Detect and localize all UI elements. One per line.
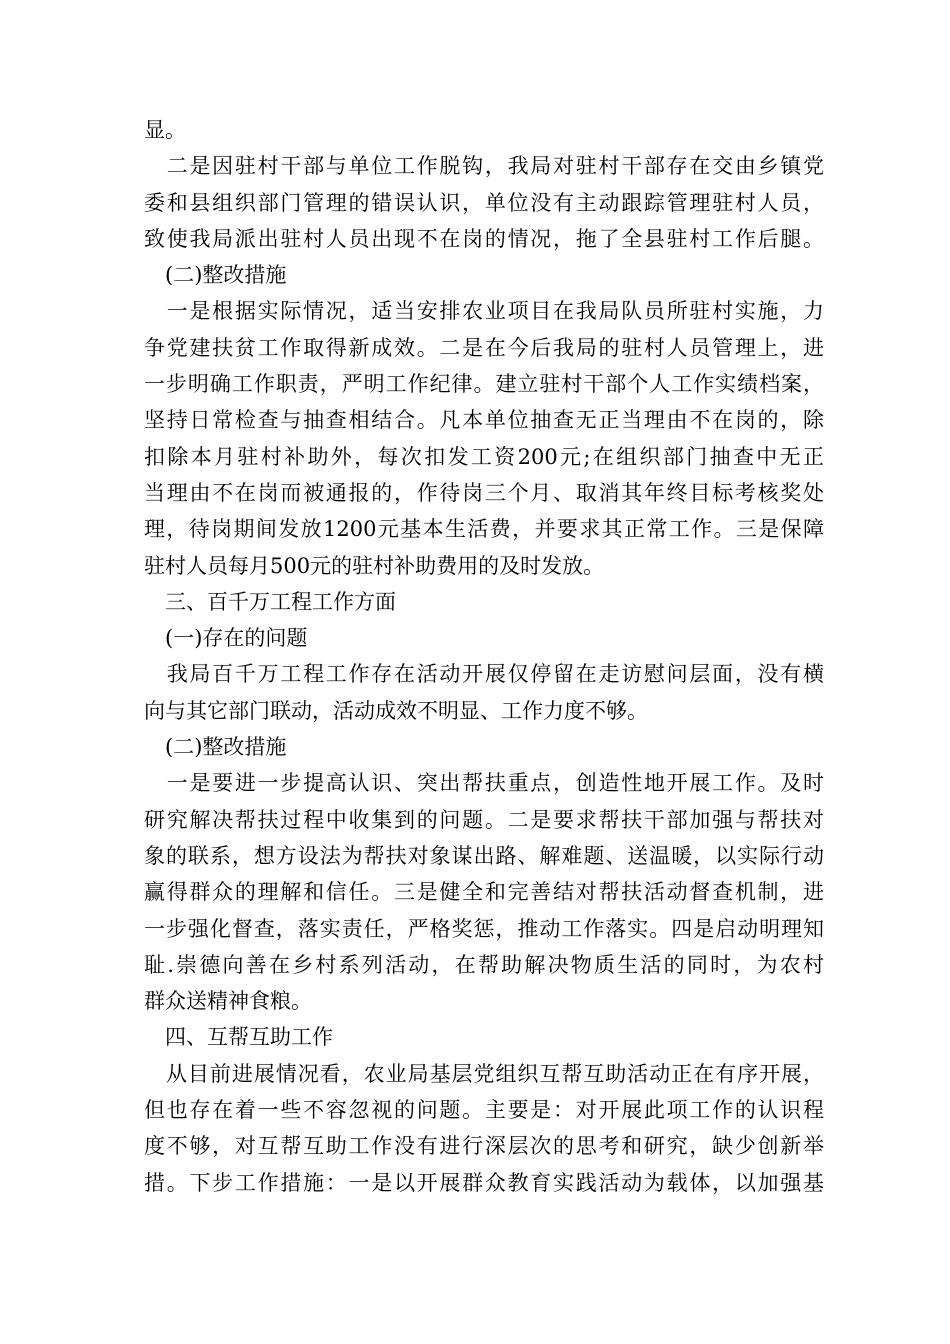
text-line: 一是根据实际情况，适当安排农业项目在我局队员所驻村实施，力 [144,299,824,324]
text-line: 一步强化督查，落实责任，严格奖惩，推动工作落实。四是启动明理知 [144,916,824,941]
text-line: 显。 [144,118,186,142]
section-heading: (二)整改措施 [144,735,287,760]
text-line: 度不够，对互帮互助工作没有进行深层次的思考和研究，缺少创新举 [144,1134,824,1159]
section-heading: 三、百千万工程工作方面 [144,589,396,614]
text-line: 扣除本月驻村补助外，每次扣发工资200元;在组织部门抽查中无正 [144,444,824,469]
text-line: 我局百千万工程工作存在活动开展仅停留在走访慰问层面，没有横 [144,662,824,687]
text-line: 争党建扶贫工作取得新成效。二是在今后我局的驻村人员管理上，进 [144,335,824,360]
text-line: 赢得群众的理解和信任。三是健全和完善结对帮扶活动督查机制，进 [144,880,824,905]
text-line: 从目前进展情况看，农业局基层党组织互帮互助活动正在有序开展， [144,1061,824,1086]
section-heading: (二)整改措施 [144,263,287,288]
text-line: 但也存在着一些不容忽视的问题。主要是：对开展此项工作的认识程 [144,1098,824,1123]
section-heading: (一)存在的问题 [144,626,308,651]
text-line: 群众送精神食粮。 [144,989,312,1014]
text-line: 驻村人员每月500元的驻村补助费用的及时发放。 [144,553,605,578]
text-line: 措。下步工作措施：一是以开展群众教育实践活动为载体，以加强基 [144,1170,824,1195]
text-line: 研究解决帮扶过程中收集到的问题。二是要求帮扶干部加强与帮扶对 [144,807,824,832]
section-heading: 四、互帮互助工作 [144,1025,333,1050]
text-line: 一步明确工作职责，严明工作纪律。建立驻村干部个人工作实绩档案， [144,372,824,397]
text-line: 坚持日常检查与抽查相结合。凡本单位抽查无正当理由不在岗的，除 [144,408,824,433]
text-line: 向与其它部门联动，活动成效不明显、工作力度不够。 [144,698,648,723]
text-line: 致使我局派出驻村人员出现不在岗的情况，拖了全县驻村工作后腿。 [144,226,824,251]
text-line: 一是要进一步提高认识、突出帮扶重点，创造性地开展工作。及时 [144,771,824,796]
text-line: 委和县组织部门管理的错误认识，单位没有主动跟踪管理驻村人员， [144,190,824,215]
text-line: 当理由不在岗而被通报的，作待岗三个月、取消其年终目标考核奖处 [144,480,824,505]
text-line: 耻.崇德向善在乡村系列活动，在帮助解决物质生活的同时，为农村 [144,952,824,977]
text-line: 象的联系，想方设法为帮扶对象谋出路、解难题、送温暖，以实际行动 [144,843,824,868]
text-line: 理，待岗期间发放1200元基本生活费，并要求其正常工作。三是保障 [144,517,824,542]
text-line: 二是因驻村干部与单位工作脱钩，我局对驻村干部存在交由乡镇党 [144,154,824,179]
document-page [144,112,824,1201]
